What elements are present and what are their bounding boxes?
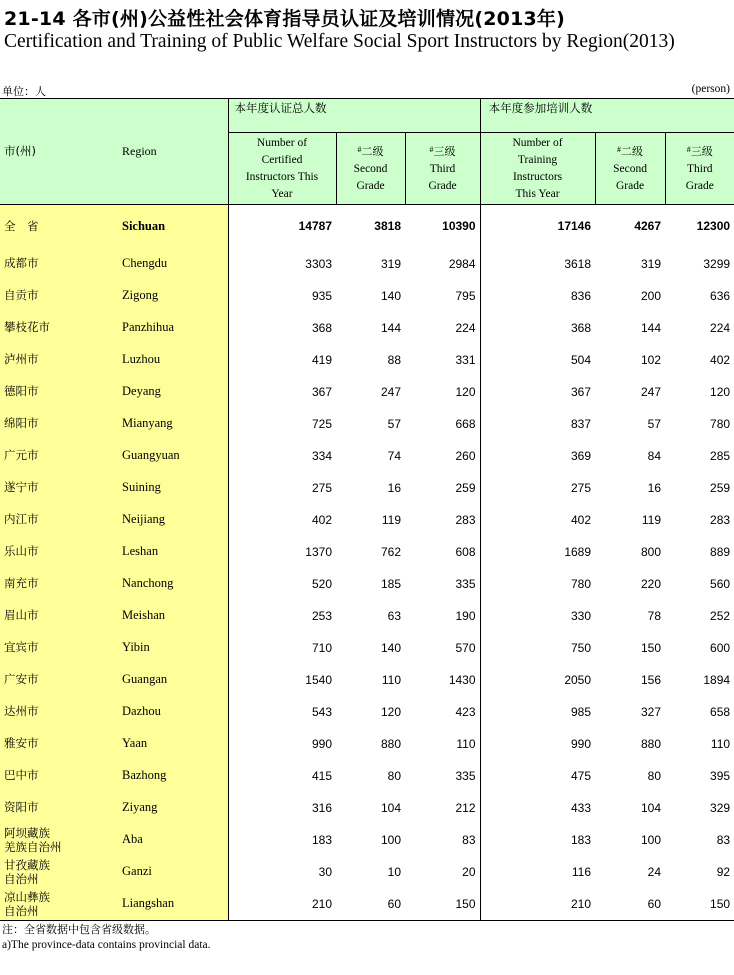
header-second-en: Second Grade [613, 162, 647, 192]
cell-value: 402 [311, 512, 332, 527]
cell-value: 331 [405, 344, 480, 376]
unit-label-english: (person) [691, 83, 730, 95]
table-row [0, 248, 734, 280]
cell-value: 780 [571, 576, 592, 591]
cell-value: 1540 [305, 672, 332, 687]
cell-value: 80 [387, 768, 401, 783]
table-row [0, 888, 734, 921]
cell-value: 102 [641, 352, 662, 367]
cell-value: 275 [571, 480, 592, 495]
cell-value: 252 [710, 608, 731, 623]
cell-value: 259 [710, 480, 731, 495]
cell-value: 212 [405, 792, 480, 824]
cell-value: 935 [311, 288, 332, 303]
cell-city-cn: 成都市 [0, 248, 118, 280]
cell-value: 1894 [703, 672, 731, 687]
cell-region-en: Dazhou [118, 696, 228, 728]
cell-city-cn: 宜宾市 [0, 632, 118, 664]
table-row [0, 536, 734, 568]
cell-city-cn: 雅安市 [0, 728, 118, 760]
cell-value: 120 [405, 376, 480, 408]
cell-value: 319 [641, 256, 662, 271]
cell-value: 80 [647, 768, 662, 783]
cell-value: 14787 [298, 219, 332, 234]
cell-value: 475 [571, 768, 592, 783]
header-third-cn: 三级 [433, 144, 456, 158]
cell-value: 120 [710, 384, 731, 399]
table-row-total [0, 205, 734, 248]
cell-value: 990 [571, 736, 592, 751]
cell-value: 283 [710, 512, 731, 527]
cell-value: 30 [318, 864, 332, 879]
cell-value: 60 [647, 896, 662, 911]
cell-value: 224 [710, 320, 731, 335]
cell-region-en: Yibin [118, 632, 228, 664]
cell-region-en: Sichuan [118, 205, 228, 248]
cell-value: 837 [571, 416, 592, 431]
cell-value: 74 [387, 448, 401, 463]
cell-value: 1430 [405, 664, 480, 696]
header-second-cn: 二级 [621, 144, 644, 158]
table-row [0, 728, 734, 760]
cell-region-en: Panzhihua [118, 312, 228, 344]
cell-value: 110 [405, 728, 480, 760]
cell-value: 88 [387, 352, 401, 367]
header-third-en: Third Grade [685, 162, 714, 192]
cell-value: 880 [380, 736, 401, 751]
cell-value: 334 [311, 448, 332, 463]
cell-city-cn: 绵阳市 [0, 408, 118, 440]
cell-value: 120 [380, 704, 401, 719]
cell-value: 259 [405, 472, 480, 504]
table-row [0, 408, 734, 440]
table-row [0, 760, 734, 792]
cell-city-cn: 达州市 [0, 696, 118, 728]
cell-city-cn: 凉山彝族 自治州 [0, 888, 118, 921]
header-mark: # [617, 144, 622, 154]
cell-region-en: Ziyang [118, 792, 228, 824]
cell-value: 327 [641, 704, 662, 719]
cell-value: 800 [641, 544, 662, 559]
cell-value: 836 [571, 288, 592, 303]
cell-city-cn: 资阳市 [0, 792, 118, 824]
header-mark: # [686, 144, 691, 154]
cell-value: 1370 [305, 544, 332, 559]
cell-value: 10 [387, 864, 401, 879]
cell-value: 368 [571, 320, 592, 335]
cell-region-en: Suining [118, 472, 228, 504]
cell-value: 247 [380, 384, 401, 399]
cell-value: 285 [710, 448, 731, 463]
cell-region-en: Liangshan [118, 888, 228, 921]
header-certified-third [405, 133, 480, 205]
cell-city-cn: 攀枝花市 [0, 312, 118, 344]
cell-value: 710 [311, 640, 332, 655]
unit-label-chinese: 单位：人 [2, 85, 46, 98]
cell-value: 253 [311, 608, 332, 623]
cell-region-en: Guangyuan [118, 440, 228, 472]
cell-value: 990 [311, 736, 332, 751]
cell-value: 185 [380, 576, 401, 591]
cell-value: 335 [405, 568, 480, 600]
cell-value: 600 [710, 640, 731, 655]
header-certified-group [228, 99, 480, 133]
cell-region-en: Chengdu [118, 248, 228, 280]
cell-value: 220 [641, 576, 662, 591]
cell-value: 762 [380, 544, 401, 559]
cell-city-cn: 乐山市 [0, 536, 118, 568]
cell-value: 367 [311, 384, 332, 399]
header-training-third [665, 133, 734, 205]
table-row [0, 504, 734, 536]
header-training-second [595, 133, 665, 205]
header-third-en: Third Grade [428, 162, 457, 192]
cell-value: 433 [571, 800, 592, 815]
header-mark: # [429, 144, 434, 154]
cell-value: 16 [647, 480, 662, 495]
cell-value: 156 [641, 672, 662, 687]
cell-value: 889 [710, 544, 731, 559]
cell-value: 395 [710, 768, 731, 783]
header-city: 市(州) [0, 99, 118, 205]
header-training-group-label: 本年度参加培训人数 [488, 101, 593, 115]
cell-value: 570 [405, 632, 480, 664]
cell-value: 543 [311, 704, 332, 719]
cell-value: 2984 [405, 248, 480, 280]
title-chinese: 21-14 各市(州)公益性社会体育指导员认证及培训情况(2013年) [4, 8, 565, 30]
cell-value: 183 [571, 832, 592, 847]
cell-value: 369 [571, 448, 592, 463]
cell-city-cn: 内江市 [0, 504, 118, 536]
cell-value: 3303 [305, 256, 332, 271]
table-row [0, 824, 734, 856]
table-row [0, 792, 734, 824]
cell-value: 368 [311, 320, 332, 335]
cell-value: 104 [380, 800, 401, 815]
cell-value: 367 [571, 384, 592, 399]
cell-city-cn: 阿坝藏族 羌族自治州 [0, 824, 118, 856]
cell-value: 402 [571, 512, 592, 527]
cell-value: 60 [387, 896, 401, 911]
cell-value: 100 [380, 832, 401, 847]
cell-value: 750 [571, 640, 592, 655]
cell-value: 150 [710, 896, 731, 911]
cell-value: 210 [571, 896, 592, 911]
cell-value: 24 [647, 864, 662, 879]
cell-region-en: Meishan [118, 600, 228, 632]
cell-city-cn: 自贡市 [0, 280, 118, 312]
cell-city-cn: 巴中市 [0, 760, 118, 792]
cell-value: 119 [641, 512, 662, 527]
cell-value: 78 [647, 608, 662, 623]
cell-value: 4267 [634, 219, 662, 234]
table-row [0, 696, 734, 728]
cell-value: 110 [710, 736, 731, 751]
cell-value: 183 [311, 832, 332, 847]
cell-value: 140 [380, 640, 401, 655]
cell-value: 104 [641, 800, 662, 815]
cell-city-cn: 广安市 [0, 664, 118, 696]
cell-value: 200 [641, 288, 662, 303]
cell-value: 275 [311, 480, 332, 495]
cell-value: 560 [710, 576, 731, 591]
cell-value: 880 [641, 736, 662, 751]
title-english: Certification and Training of Public Welfare Social Sport Instructors by Region(2013) [4, 31, 675, 52]
table-row [0, 376, 734, 408]
cell-city-cn: 泸州市 [0, 344, 118, 376]
table-row [0, 312, 734, 344]
header-certified-second [336, 133, 405, 205]
cell-value: 319 [380, 256, 401, 271]
cell-value: 144 [641, 320, 662, 335]
cell-value: 12300 [696, 219, 731, 234]
cell-value: 316 [311, 800, 332, 815]
table-row [0, 440, 734, 472]
cell-value: 150 [405, 888, 480, 921]
table-row [0, 600, 734, 632]
table-row [0, 856, 734, 888]
cell-city-cn: 广元市 [0, 440, 118, 472]
header-third-cn: 三级 [690, 144, 713, 158]
cell-value: 92 [716, 864, 731, 879]
table-row [0, 280, 734, 312]
header-second-cn: 二级 [361, 144, 384, 158]
table-row [0, 344, 734, 376]
cell-value: 725 [311, 416, 332, 431]
cell-city-cn: 南充市 [0, 568, 118, 600]
cell-value: 144 [380, 320, 401, 335]
cell-value: 57 [387, 416, 401, 431]
cell-value: 1689 [564, 544, 592, 559]
cell-value: 658 [710, 704, 731, 719]
cell-region-en: Zigong [118, 280, 228, 312]
cell-value: 335 [405, 760, 480, 792]
cell-value: 2050 [564, 672, 592, 687]
cell-value: 140 [380, 288, 401, 303]
cell-value: 415 [311, 768, 332, 783]
header-region: Region [118, 99, 228, 205]
cell-value: 985 [571, 704, 592, 719]
cell-city-cn: 遂宁市 [0, 472, 118, 504]
cell-value: 100 [641, 832, 662, 847]
cell-region-en: Ganzi [118, 856, 228, 888]
footnote-chinese: 注：全省数据中包含省级数据。 [2, 923, 156, 936]
cell-value: 402 [710, 352, 731, 367]
cell-value: 83 [405, 824, 480, 856]
cell-value: 636 [710, 288, 731, 303]
table-row [0, 568, 734, 600]
cell-value: 330 [571, 608, 592, 623]
cell-value: 57 [647, 416, 662, 431]
cell-region-en: Bazhong [118, 760, 228, 792]
table-row [0, 664, 734, 696]
cell-value: 780 [710, 416, 731, 431]
cell-value: 419 [311, 352, 332, 367]
header-second-en: Second Grade [353, 162, 388, 192]
header-training-total: Number of Training Instructors This Year [480, 133, 595, 205]
cell-value: 423 [405, 696, 480, 728]
cell-value: 210 [311, 896, 332, 911]
cell-region-en: Mianyang [118, 408, 228, 440]
cell-city-cn: 全 省 [0, 205, 118, 248]
cell-value: 190 [405, 600, 480, 632]
header-certified-group-label: 本年度认证总人数 [234, 101, 327, 115]
header-mark: # [357, 144, 362, 154]
cell-region-en: Guangan [118, 664, 228, 696]
cell-city-cn: 甘孜藏族 自治州 [0, 856, 118, 888]
cell-value: 10390 [405, 205, 480, 248]
cell-city-cn: 眉山市 [0, 600, 118, 632]
cell-value: 283 [405, 504, 480, 536]
cell-region-en: Yaan [118, 728, 228, 760]
cell-region-en: Luzhou [118, 344, 228, 376]
cell-value: 520 [311, 576, 332, 591]
cell-value: 3818 [374, 219, 401, 234]
cell-value: 247 [641, 384, 662, 399]
cell-value: 329 [710, 800, 731, 815]
header-certified-total: Number of Certified Instructors This Year [228, 133, 336, 205]
cell-value: 3299 [703, 256, 731, 271]
cell-value: 116 [571, 864, 592, 879]
data-table [0, 98, 734, 921]
cell-value: 84 [647, 448, 662, 463]
cell-city-cn: 德阳市 [0, 376, 118, 408]
cell-value: 110 [381, 672, 401, 687]
table-row [0, 472, 734, 504]
cell-region-en: Deyang [118, 376, 228, 408]
cell-value: 16 [387, 480, 401, 495]
cell-value: 668 [405, 408, 480, 440]
cell-value: 150 [641, 640, 662, 655]
cell-value: 17146 [557, 219, 592, 234]
cell-value: 608 [405, 536, 480, 568]
cell-region-en: Nanchong [118, 568, 228, 600]
cell-value: 3618 [564, 256, 592, 271]
cell-region-en: Neijiang [118, 504, 228, 536]
cell-value: 63 [387, 608, 401, 623]
cell-region-en: Aba [118, 824, 228, 856]
cell-value: 224 [405, 312, 480, 344]
table-row [0, 632, 734, 664]
footnote-english: a)The province-data contains provincial data. [2, 939, 211, 951]
cell-value: 504 [571, 352, 592, 367]
cell-value: 119 [381, 512, 401, 527]
cell-value: 83 [716, 832, 731, 847]
header-training-group [480, 99, 734, 133]
cell-region-en: Leshan [118, 536, 228, 568]
cell-value: 260 [405, 440, 480, 472]
cell-value: 795 [405, 280, 480, 312]
cell-value: 20 [405, 856, 480, 888]
